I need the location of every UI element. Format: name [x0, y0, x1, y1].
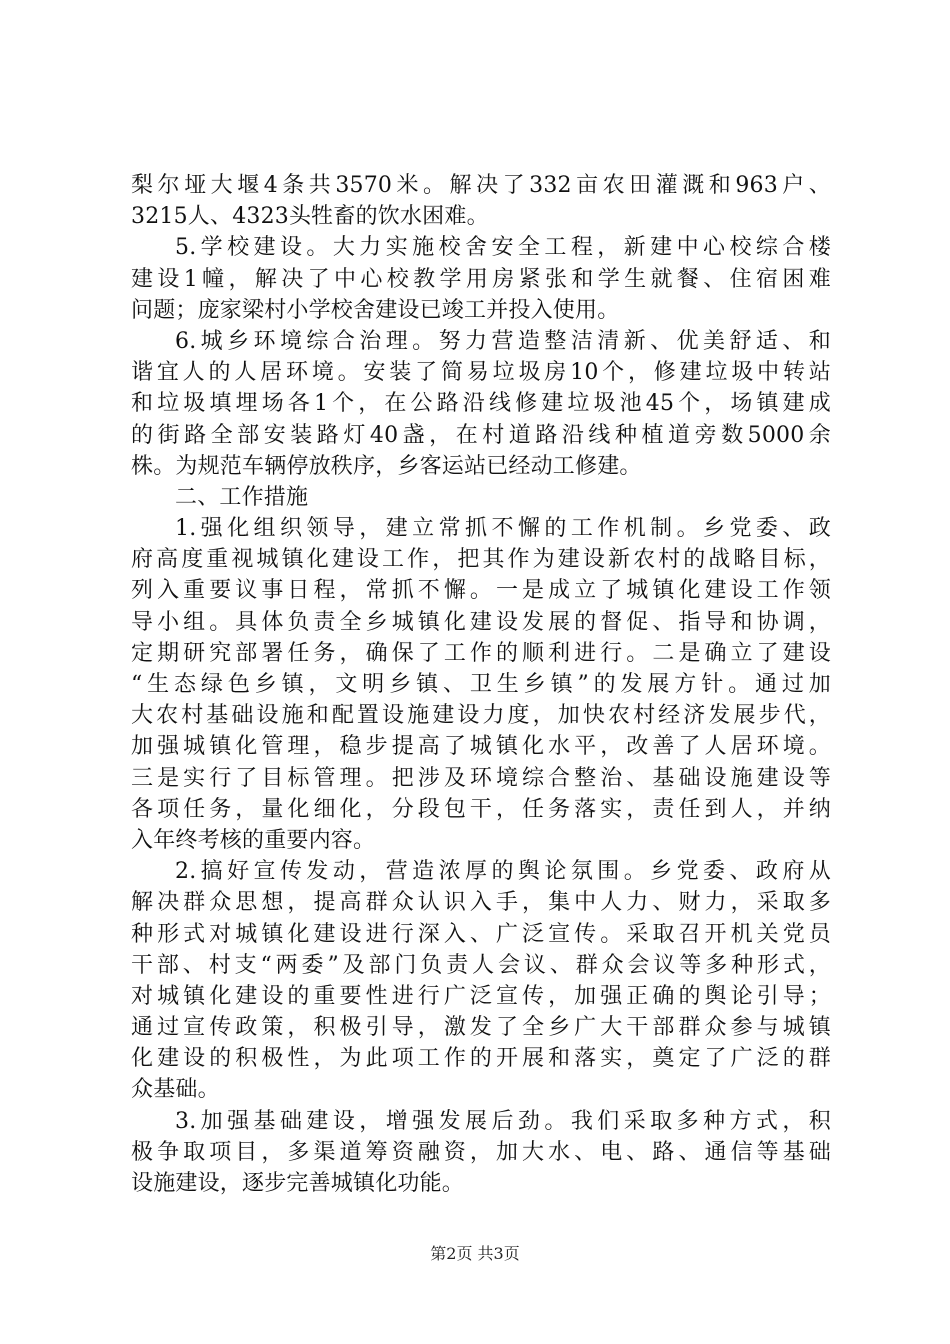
text-line: 三是实行了目标管理。把涉及环境综合整治、基础设施建设等	[131, 765, 831, 791]
text-line: 众基础。	[131, 1077, 220, 1103]
page-number-footer: 第2页 共3页	[430, 1244, 520, 1263]
text-line: 化建设的积极性，为此项工作的开展和落实，奠定了广泛的群	[131, 1046, 831, 1072]
text-line: 5.学校建设。大力实施校舍安全工程，新建中心校综合楼	[175, 235, 831, 261]
text-line: 通过宣传政策，积极引导，激发了全乡广大干部群众参与城镇	[131, 1015, 831, 1041]
text-line: 6.城乡环境综合治理。努力营造整洁清新、优美舒适、和	[175, 328, 831, 354]
text-line: 3.加强基础建设，增强发展后劲。我们采取多种方式，积	[175, 1108, 831, 1134]
text-line: 定期研究部署任务，确保了工作的顺利进行。二是确立了建设	[131, 640, 831, 666]
text-line: 二、工作措施	[175, 484, 309, 510]
text-line: 建设1幢，解决了中心校教学用房紧张和学生就餐、住宿困难	[131, 266, 831, 292]
text-line: 大农村基础设施和配置设施建设力度，加快农村经济发展步代，	[131, 703, 831, 729]
text-line: 3215人、4323头牲畜的饮水困难。	[131, 204, 489, 230]
text-line: 种形式对城镇化建设进行深入、广泛宣传。采取召开机关党员	[131, 921, 831, 947]
text-line: 1.强化组织领导，建立常抓不懈的工作机制。乡党委、政	[175, 516, 831, 542]
text-line: 问题；庞家梁村小学校舍建设已竣工并投入使用。	[131, 297, 620, 323]
text-line: 梨尔垭大堰4条共3570米。解决了332亩农田灌溉和963户、	[131, 173, 831, 198]
text-line: 导小组。具体负责全乡城镇化建设发展的督促、指导和协调，	[131, 609, 831, 635]
text-line: 对城镇化建设的重要性进行广泛宣传，加强正确的舆论引导；	[131, 983, 831, 1009]
text-line: 的街路全部安装路灯40盏，在村道路沿线种植道旁数5000余	[131, 422, 831, 448]
text-line: 列入重要议事日程，常抓不懈。一是成立了城镇化建设工作领	[131, 578, 831, 604]
text-line: 谐宜人的人居环境。安装了简易垃圾房10个，修建垃圾中转站	[131, 360, 831, 386]
text-line: 加强城镇化管理，稳步提高了城镇化水平，改善了人居环境。	[131, 734, 831, 760]
text-line: 和垃圾填埋场各1个，在公路沿线修建垃圾池45个，场镇建成	[131, 391, 831, 417]
text-line: 府高度重视城镇化建设工作，把其作为建设新农村的战略目标，	[131, 547, 831, 573]
text-line: 解决群众思想，提高群众认识入手，集中人力、财力，采取多	[131, 890, 831, 916]
text-line: 设施建设，逐步完善城镇化功能。	[131, 1171, 465, 1196]
text-line: “生态绿色乡镇，文明乡镇、卫生乡镇”的发展方针。通过加	[131, 672, 831, 697]
text-line: 入年终考核的重要内容。	[131, 827, 376, 853]
text-line: 各项任务，量化细化，分段包干，任务落实，责任到人，并纳	[131, 796, 831, 822]
text-line: 2.搞好宣传发动，营造浓厚的舆论氛围。乡党委、政府从	[175, 859, 831, 885]
text-line: 株。为规范车辆停放秩序，乡客运站已经动工修建。	[131, 453, 642, 479]
document-body	[131, 170, 831, 1199]
text-line: 干部、村支“两委”及部门负责人会议、群众会议等多种形式，	[131, 952, 831, 978]
text-line: 极争取项目，多渠道筹资融资，加大水、电、路、通信等基础	[131, 1139, 831, 1165]
